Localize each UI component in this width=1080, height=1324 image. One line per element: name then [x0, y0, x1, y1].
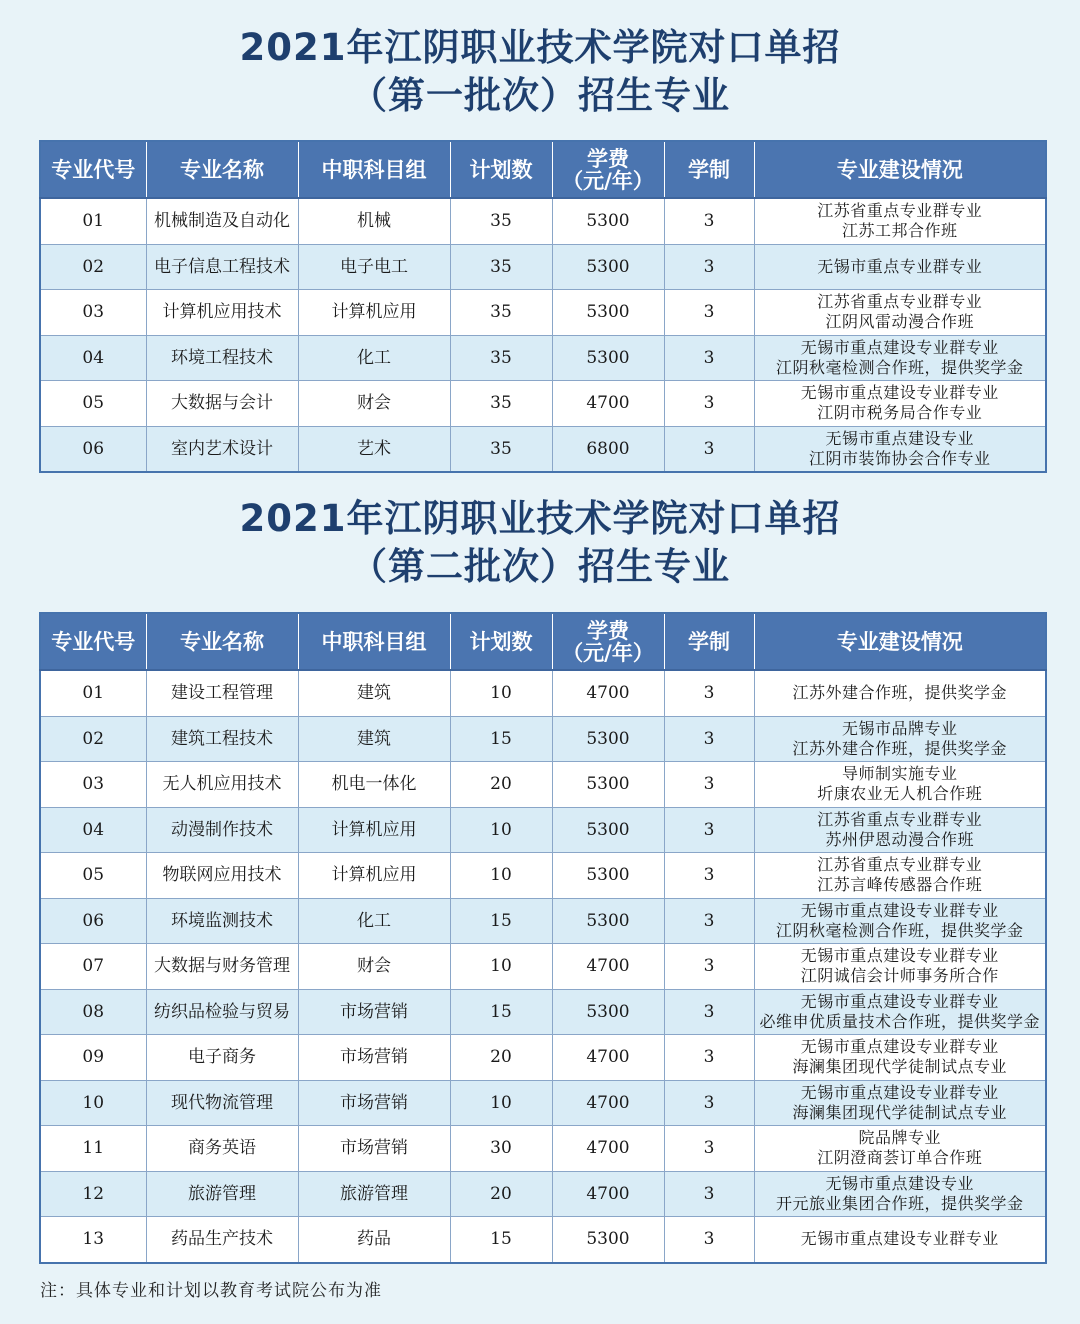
section-title-batch-1	[0, 24, 1080, 120]
cell-years: 3	[664, 1126, 754, 1172]
table-row	[40, 762, 1046, 808]
header-fee: 学费 （元/年）	[552, 141, 664, 198]
cell-subject-group: 市场营销	[298, 1035, 450, 1081]
cell-fee: 5300	[552, 290, 664, 336]
cell-major-name: 计算机应用技术	[146, 290, 298, 336]
cell-major-name: 纺织品检验与贸易	[146, 989, 298, 1035]
batch-2-table	[39, 612, 1047, 1264]
cell-info	[754, 290, 1046, 336]
info-line: 圻康农业无人机合作班	[817, 784, 983, 804]
table-header-row	[40, 141, 1046, 198]
cell-fee: 5300	[552, 198, 664, 244]
info-line: 无锡市重点建设专业群专业	[800, 991, 999, 1011]
info-line: 江阴市税务局合作专业	[817, 403, 983, 423]
header-code: 专业代号	[40, 613, 146, 670]
cell-info	[754, 944, 1046, 990]
cell-subject-group: 市场营销	[298, 1126, 450, 1172]
cell-fee: 5300	[552, 807, 664, 853]
header-code: 专业代号	[40, 141, 146, 198]
title-line-2: （第一批次）招生专业	[350, 74, 730, 117]
cell-plan: 15	[450, 989, 552, 1035]
cell-info	[754, 762, 1046, 808]
cell-subject-group: 计算机应用	[298, 807, 450, 853]
cell-subject-group: 药品	[298, 1217, 450, 1263]
cell-years: 3	[664, 853, 754, 899]
info-line: 无锡市重点建设专业群专业	[800, 383, 999, 403]
info-line: 必维申优质量技术合作班，提供奖学金	[759, 1011, 1040, 1031]
header-plan: 计划数	[450, 141, 552, 198]
cell-code: 11	[40, 1126, 146, 1172]
cell-years: 3	[664, 244, 754, 290]
table-header-row	[40, 613, 1046, 670]
info-line: 无锡市重点建设专业群专业	[800, 946, 999, 966]
cell-fee: 4700	[552, 381, 664, 427]
header-years: 学制	[664, 613, 754, 670]
cell-plan: 20	[450, 762, 552, 808]
cell-major-name: 药品生产技术	[146, 1217, 298, 1263]
cell-fee: 4700	[552, 1171, 664, 1217]
cell-major-name: 建设工程管理	[146, 670, 298, 716]
info-line: 江苏省重点专业群专业	[817, 201, 983, 221]
cell-info	[754, 381, 1046, 427]
cell-plan: 10	[450, 670, 552, 716]
cell-code: 03	[40, 290, 146, 336]
cell-code: 04	[40, 807, 146, 853]
cell-code: 09	[40, 1035, 146, 1081]
cell-subject-group: 计算机应用	[298, 853, 450, 899]
cell-major-name: 电子信息工程技术	[146, 244, 298, 290]
cell-subject-group: 电子电工	[298, 244, 450, 290]
cell-plan: 30	[450, 1126, 552, 1172]
cell-fee: 5300	[552, 898, 664, 944]
cell-subject-group: 市场营销	[298, 1080, 450, 1126]
cell-major-name: 无人机应用技术	[146, 762, 298, 808]
cell-fee: 4700	[552, 670, 664, 716]
info-line: 导师制实施专业	[841, 764, 958, 784]
cell-code: 07	[40, 944, 146, 990]
cell-fee: 5300	[552, 244, 664, 290]
cell-plan: 10	[450, 853, 552, 899]
cell-fee: 6800	[552, 426, 664, 472]
header-name: 专业名称	[146, 141, 298, 198]
cell-subject-group: 建筑	[298, 670, 450, 716]
info-line: 无锡市重点专业群专业	[817, 256, 983, 276]
cell-code: 01	[40, 670, 146, 716]
cell-code: 01	[40, 198, 146, 244]
cell-major-name: 建筑工程技术	[146, 716, 298, 762]
cell-info	[754, 1126, 1046, 1172]
cell-major-name: 电子商务	[146, 1035, 298, 1081]
info-line: 无锡市重点建设专业	[825, 1173, 974, 1193]
cell-major-name: 大数据与财务管理	[146, 944, 298, 990]
cell-years: 3	[664, 290, 754, 336]
cell-fee: 5300	[552, 335, 664, 381]
cell-subject-group: 机电一体化	[298, 762, 450, 808]
table-row	[40, 1035, 1046, 1081]
table-row	[40, 853, 1046, 899]
cell-fee: 5300	[552, 716, 664, 762]
info-line: 江苏工邦合作班	[841, 221, 958, 241]
info-line: 无锡市重点建设专业群专业	[800, 1082, 999, 1102]
cell-years: 3	[664, 1217, 754, 1263]
cell-major-name: 旅游管理	[146, 1171, 298, 1217]
table-row	[40, 290, 1046, 336]
table-row	[40, 989, 1046, 1035]
cell-fee: 5300	[552, 1217, 664, 1263]
header-info: 专业建设情况	[754, 613, 1046, 670]
cell-fee: 5300	[552, 762, 664, 808]
cell-plan: 15	[450, 1217, 552, 1263]
info-line: 江阴风雷动漫合作班	[825, 312, 974, 332]
cell-subject-group: 计算机应用	[298, 290, 450, 336]
section-title-batch-2	[0, 495, 1080, 591]
cell-plan: 10	[450, 807, 552, 853]
cell-major-name: 环境监测技术	[146, 898, 298, 944]
info-line: 无锡市重点建设专业群专业	[800, 1229, 999, 1249]
header-name: 专业名称	[146, 613, 298, 670]
table-row	[40, 426, 1046, 472]
info-line: 无锡市重点建设专业群专业	[800, 900, 999, 920]
info-line: 无锡市重点建设专业群专业	[800, 337, 999, 357]
table-row	[40, 244, 1046, 290]
info-line: 江苏外建合作班，提供奖学金	[792, 683, 1007, 703]
cell-years: 3	[664, 670, 754, 716]
cell-years: 3	[664, 898, 754, 944]
info-line: 无锡市重点建设专业	[825, 428, 974, 448]
cell-plan: 35	[450, 244, 552, 290]
table-row	[40, 944, 1046, 990]
info-line: 开元旅业集团合作班，提供奖学金	[775, 1193, 1024, 1213]
info-line: 江阴澄商荟订单合作班	[817, 1148, 983, 1168]
cell-fee: 4700	[552, 1035, 664, 1081]
header-subject-group: 中职科目组	[298, 613, 450, 670]
cell-plan: 10	[450, 1080, 552, 1126]
cell-years: 3	[664, 989, 754, 1035]
cell-info	[754, 898, 1046, 944]
cell-fee: 4700	[552, 1080, 664, 1126]
cell-major-name: 室内艺术设计	[146, 426, 298, 472]
cell-major-name: 动漫制作技术	[146, 807, 298, 853]
cell-fee: 5300	[552, 853, 664, 899]
cell-info	[754, 426, 1046, 472]
cell-plan: 35	[450, 381, 552, 427]
info-line: 海澜集团现代学徒制试点专业	[792, 1102, 1007, 1122]
cell-years: 3	[664, 426, 754, 472]
table-row	[40, 335, 1046, 381]
cell-subject-group: 财会	[298, 944, 450, 990]
info-line: 海澜集团现代学徒制试点专业	[792, 1057, 1007, 1077]
cell-major-name: 现代物流管理	[146, 1080, 298, 1126]
cell-info	[754, 807, 1046, 853]
info-line: 江阴秋毫检测合作班，提供奖学金	[775, 357, 1024, 377]
cell-major-name: 物联网应用技术	[146, 853, 298, 899]
info-line: 江苏言峰传感器合作班	[817, 875, 983, 895]
cell-info	[754, 244, 1046, 290]
cell-info	[754, 1080, 1046, 1126]
table-row	[40, 1171, 1046, 1217]
cell-years: 3	[664, 716, 754, 762]
cell-code: 05	[40, 853, 146, 899]
cell-years: 3	[664, 807, 754, 853]
cell-plan: 35	[450, 290, 552, 336]
cell-major-name: 环境工程技术	[146, 335, 298, 381]
cell-years: 3	[664, 944, 754, 990]
cell-major-name: 商务英语	[146, 1126, 298, 1172]
table-row	[40, 381, 1046, 427]
header-years: 学制	[664, 141, 754, 198]
cell-years: 3	[664, 381, 754, 427]
cell-subject-group: 建筑	[298, 716, 450, 762]
cell-info	[754, 853, 1046, 899]
cell-info	[754, 198, 1046, 244]
cell-info	[754, 1171, 1046, 1217]
cell-code: 02	[40, 716, 146, 762]
cell-subject-group: 艺术	[298, 426, 450, 472]
cell-years: 3	[664, 1080, 754, 1126]
cell-code: 08	[40, 989, 146, 1035]
cell-years: 3	[664, 762, 754, 808]
table-row	[40, 807, 1046, 853]
cell-info	[754, 989, 1046, 1035]
batch-1-table	[39, 140, 1047, 473]
table-row	[40, 670, 1046, 716]
table-row	[40, 1217, 1046, 1263]
cell-info	[754, 1035, 1046, 1081]
cell-years: 3	[664, 335, 754, 381]
cell-years: 3	[664, 1171, 754, 1217]
table-row	[40, 898, 1046, 944]
title-line-1: 2021年江阴职业技术学院对口单招	[239, 26, 841, 69]
cell-years: 3	[664, 1035, 754, 1081]
cell-subject-group: 化工	[298, 898, 450, 944]
cell-code: 03	[40, 762, 146, 808]
header-info: 专业建设情况	[754, 141, 1046, 198]
table-row	[40, 1126, 1046, 1172]
cell-subject-group: 化工	[298, 335, 450, 381]
header-fee: 学费 （元/年）	[552, 613, 664, 670]
info-line: 江苏省重点专业群专业	[817, 809, 983, 829]
cell-plan: 20	[450, 1171, 552, 1217]
cell-info	[754, 716, 1046, 762]
header-subject-group: 中职科目组	[298, 141, 450, 198]
cell-plan: 20	[450, 1035, 552, 1081]
cell-plan: 35	[450, 426, 552, 472]
info-line: 江苏外建合作班，提供奖学金	[792, 738, 1007, 758]
table-row	[40, 198, 1046, 244]
cell-code: 13	[40, 1217, 146, 1263]
info-line: 无锡市品牌专业	[841, 718, 958, 738]
info-line: 江阴市装饰协会合作专业	[808, 448, 991, 468]
cell-plan: 15	[450, 898, 552, 944]
cell-fee: 5300	[552, 989, 664, 1035]
cell-fee: 4700	[552, 944, 664, 990]
cell-years: 3	[664, 198, 754, 244]
cell-info	[754, 670, 1046, 716]
cell-subject-group: 财会	[298, 381, 450, 427]
cell-code: 04	[40, 335, 146, 381]
title-line-2: （第二批次）招生专业	[350, 545, 730, 588]
table-row	[40, 716, 1046, 762]
cell-plan: 35	[450, 198, 552, 244]
table-row	[40, 1080, 1046, 1126]
info-line: 苏州伊恩动漫合作班	[825, 829, 974, 849]
info-line: 江苏省重点专业群专业	[817, 292, 983, 312]
cell-code: 02	[40, 244, 146, 290]
info-line: 江阴诚信会计师事务所合作	[800, 966, 999, 986]
cell-plan: 10	[450, 944, 552, 990]
cell-major-name: 机械制造及自动化	[146, 198, 298, 244]
cell-code: 10	[40, 1080, 146, 1126]
cell-code: 05	[40, 381, 146, 427]
header-plan: 计划数	[450, 613, 552, 670]
cell-plan: 15	[450, 716, 552, 762]
info-line: 江阴秋毫检测合作班，提供奖学金	[775, 920, 1024, 940]
cell-info	[754, 1217, 1046, 1263]
cell-subject-group: 市场营销	[298, 989, 450, 1035]
cell-subject-group: 机械	[298, 198, 450, 244]
cell-fee: 4700	[552, 1126, 664, 1172]
info-line: 江苏省重点专业群专业	[817, 855, 983, 875]
cell-subject-group: 旅游管理	[298, 1171, 450, 1217]
cell-code: 06	[40, 426, 146, 472]
footnote: 注：具体专业和计划以教育考试院公布为准	[40, 1281, 382, 1301]
cell-code: 06	[40, 898, 146, 944]
cell-code: 12	[40, 1171, 146, 1217]
cell-info	[754, 335, 1046, 381]
title-line-1: 2021年江阴职业技术学院对口单招	[239, 497, 841, 540]
cell-plan: 35	[450, 335, 552, 381]
info-line: 无锡市重点建设专业群专业	[800, 1037, 999, 1057]
cell-major-name: 大数据与会计	[146, 381, 298, 427]
info-line: 院品牌专业	[858, 1128, 941, 1148]
